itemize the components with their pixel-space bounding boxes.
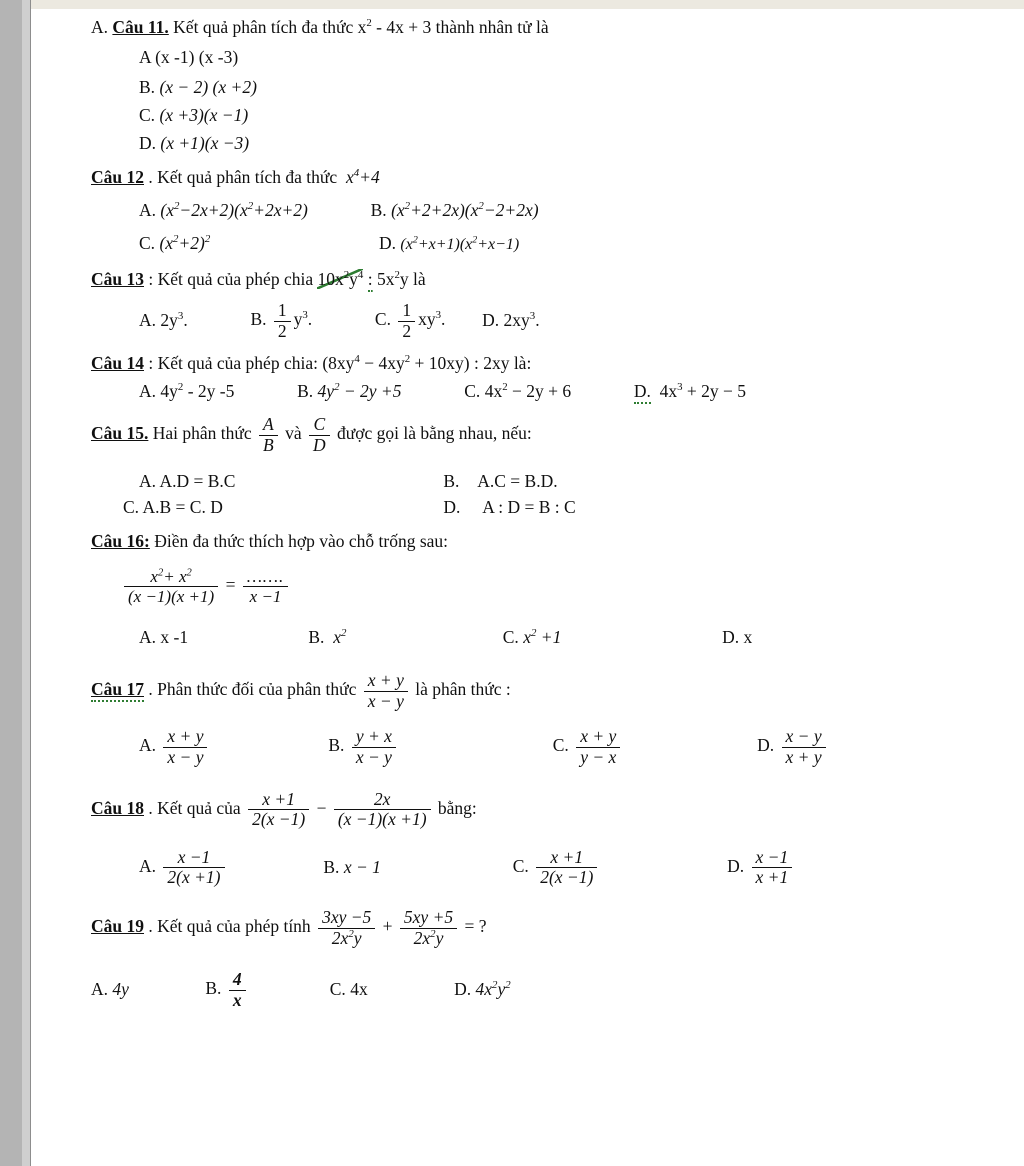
question-14 [91, 353, 986, 401]
option-text: 4y [112, 979, 129, 1000]
option-key: C. [512, 855, 529, 876]
question-15-options-row1 [139, 469, 986, 491]
option-key: C. [139, 233, 156, 254]
question-12 [91, 167, 986, 255]
question-19-option-c[interactable] [330, 979, 450, 1001]
question-14-option-d[interactable] [634, 381, 746, 401]
option-key: D. [757, 735, 775, 756]
question-16-option-c[interactable] [503, 627, 718, 649]
question-19-option-b[interactable] [205, 970, 325, 1010]
question-15-options [123, 469, 986, 518]
question-11-option-c[interactable] [139, 105, 986, 125]
option-key: C. [329, 979, 346, 1000]
question-11-option-d[interactable] [139, 133, 986, 153]
option-fraction: $\frac{1}{2}$ [398, 301, 415, 341]
question-11-prefix: A. [91, 17, 109, 37]
option-key: B. [297, 381, 314, 402]
option-key: C. [123, 497, 140, 518]
option-key: B. [250, 309, 267, 330]
question-16-option-d[interactable] [722, 627, 752, 649]
option-text: $(x^2+2+2x)(x^2-2+2x)$ [391, 200, 539, 221]
question-15-options-row2 [123, 495, 986, 517]
question-19-stem-a: . Kết quả của phép tính [148, 916, 311, 937]
question-12-stem-text: . Kết quả phân tích đa thức [148, 167, 338, 188]
question-18-options [139, 848, 986, 888]
question-17-fraction: $\frac{x + y}{x - y}$ [364, 671, 408, 711]
option-key: B. [205, 978, 222, 999]
question-12-options-row2 [139, 232, 986, 255]
question-14-expr: $(8xy^4 - 4xy^2 + 10xy)$ : 2xy là: [322, 353, 532, 374]
option-key: A. [139, 381, 157, 402]
option-text: 4x [350, 979, 368, 1000]
question-18-stem-b: bằng: [437, 797, 477, 818]
option-key: B. [139, 77, 156, 97]
question-14-option-a[interactable] [139, 381, 234, 401]
option-key: D. [634, 381, 651, 404]
question-13-stem [91, 269, 986, 291]
question-18-fraction-1: $\frac{x +1}{2(x -1)}$ [248, 790, 309, 830]
option-key: C. [552, 735, 569, 756]
question-17-stem-a: . Phân thức đối của phân thức [148, 679, 357, 700]
option-key: D. [443, 497, 461, 518]
question-12-option-d[interactable] [379, 233, 519, 255]
document-content [31, 9, 1006, 1166]
question-16-option-b[interactable] [308, 627, 498, 649]
question-11-option-b[interactable] [139, 77, 986, 97]
option-text: (x +1)(x −3) [160, 133, 250, 154]
option-key: C. [464, 381, 481, 402]
question-13-option-c[interactable] [375, 301, 445, 341]
option-text: A.D = B.C [159, 471, 236, 492]
question-13-option-a[interactable] [139, 310, 188, 332]
question-12-option-c[interactable] [139, 233, 210, 255]
option-text: $(x^2-2x+2)(x^2+2x+2)$ [160, 200, 308, 221]
question-14-label: Câu 14 [91, 353, 144, 374]
question-17-stem-b: là phân thức : [415, 679, 511, 700]
question-14-option-c[interactable] [464, 381, 571, 401]
equals-sign: = [225, 574, 236, 595]
question-18-fraction-2: $\frac{2x}{(x -1)(x +1)}$ [334, 790, 431, 830]
option-key: A. [139, 310, 157, 331]
question-16-stem-text: Điền đa thức thích hợp vào chỗ trống sau: [154, 531, 449, 552]
question-17-options [139, 727, 986, 767]
question-13-expr-marked: $10x^2y^4$ [317, 269, 364, 290]
option-text: $(x^2+x+1)(x^2+x-1)$ [400, 234, 520, 254]
question-16-stem [91, 531, 986, 553]
question-13-expr-2: $5x^2y$ [376, 269, 409, 290]
option-text: $4x^3 + 2y - 5$ [655, 381, 747, 402]
minus-sign: − [316, 797, 327, 818]
option-fraction: $\frac{x + y}{y - x}$ [576, 727, 620, 767]
question-19-option-d[interactable] [454, 979, 511, 1001]
question-17-option-b[interactable] [328, 727, 548, 767]
question-17-stem [91, 671, 986, 711]
option-text: $4x^2y^2$ [475, 979, 511, 1000]
question-16-fraction-right: $\frac{\dots\dots.}{x -1}$ [243, 567, 288, 606]
option-key: D. [454, 979, 472, 1000]
question-18-option-d[interactable] [727, 848, 795, 888]
question-15-fraction-cd: $\frac{C}{D}$ [309, 415, 330, 455]
question-15-option-b[interactable] [443, 471, 557, 491]
option-text: $4y^2 - 2y$ -5 [160, 381, 235, 402]
option-text: x − 1 [343, 857, 381, 877]
page-left-gutter [0, 0, 31, 1166]
option-fraction: $\frac{x -1}{2(x +1)}$ [163, 848, 224, 888]
question-15-option-c[interactable] [123, 497, 439, 517]
option-key: D. [379, 233, 397, 254]
option-key: A. [139, 855, 157, 876]
question-14-option-b[interactable] [297, 381, 401, 401]
option-fraction: $\frac{y + x}{x - y}$ [352, 727, 396, 767]
option-fraction: $\frac{1}{2}$ [274, 301, 291, 341]
option-text: A.B = C. D [142, 497, 223, 518]
question-18-stem-a: . Kết quả của [148, 797, 241, 818]
option-text: x [743, 627, 753, 648]
option-text: $(x^2+2)^2$ [159, 233, 211, 254]
question-11-stem-a: Kết quả phân tích đa thức x [173, 17, 367, 37]
question-11 [91, 17, 986, 153]
option-text: (x -1) (x -3) [155, 46, 239, 67]
option-key: A. [91, 979, 109, 1000]
option-key: B. [308, 627, 325, 648]
option-fraction: $\frac{x +1}{2(x -1)}$ [536, 848, 597, 888]
option-text: $4x^2 - 2y + 6$ [484, 381, 572, 402]
page-top-strip [0, 0, 1024, 9]
question-12-expr: $x^4+4$ [341, 167, 380, 188]
question-17-label: Câu 17 [91, 679, 144, 702]
question-15-stem-b: và [285, 423, 302, 444]
question-19-label: Câu 19 [91, 916, 144, 937]
question-14-stem-text: : Kết quả của phép chia: [148, 353, 318, 374]
question-13-expr-div: : [368, 269, 373, 292]
option-fraction: $\frac{x + y}{x - y}$ [163, 727, 207, 767]
option-key: B. [328, 735, 345, 756]
question-15-option-a[interactable] [139, 471, 439, 491]
option-fraction: $\frac{x -1}{x +1}$ [752, 848, 793, 888]
question-13-options [139, 301, 986, 341]
question-12-label: Câu 12 [91, 167, 144, 188]
question-14-stem [91, 353, 986, 375]
question-16-fraction-left: $\frac{x^2+ x^2}{(x -1)(x +1)}$ [124, 567, 218, 606]
question-12-options [139, 199, 986, 255]
question-17-option-c[interactable] [553, 727, 753, 767]
option-text: $x^2$ [328, 627, 347, 648]
question-15-fraction-ab: $\frac{A}{B}$ [259, 415, 278, 455]
option-key: A. [139, 735, 157, 756]
question-12-options-row1 [139, 199, 986, 222]
option-text: (x − 2) (x +2) [159, 77, 257, 97]
question-16-option-a[interactable] [139, 627, 304, 649]
question-18-label: Câu 18 [91, 797, 144, 818]
option-text: $2y^3$. [160, 310, 188, 331]
option-key: D. [482, 310, 500, 331]
question-15 [91, 415, 986, 517]
option-text: (x +3)(x −1) [159, 105, 249, 126]
option-text: $2xy^3$. [503, 310, 540, 331]
question-18-stem [91, 790, 986, 830]
question-12-stem [91, 167, 986, 189]
question-11-stem-b: - 4x + 3 thành nhân tử là [371, 17, 549, 37]
option-fraction: $\frac{4}{x}$ [229, 970, 246, 1010]
question-19-stem [91, 908, 986, 948]
option-key: C. [502, 627, 519, 648]
option-text: A.C = B.D. [477, 471, 558, 492]
question-17-option-a[interactable] [139, 727, 324, 767]
option-key: A. [139, 200, 157, 221]
question-13 [91, 269, 986, 341]
question-11-exp: 2 [366, 17, 372, 30]
question-18 [91, 790, 986, 888]
question-16-options [139, 626, 986, 649]
question-15-stem-a: Hai phân thức [152, 423, 252, 444]
question-19-option-a[interactable] [91, 979, 201, 1001]
question-14-options [139, 379, 986, 401]
question-13-stem-b: là [413, 269, 426, 290]
option-text: $xy^3$. [418, 309, 446, 330]
option-key: A. [139, 627, 157, 648]
question-15-stem [91, 415, 986, 455]
question-19-options [91, 970, 986, 1010]
question-13-stem-a: : Kết quả của phép chia [148, 269, 314, 290]
question-11-options [139, 47, 986, 154]
option-key: D. [727, 855, 745, 876]
question-13-label: Câu 13 [91, 269, 144, 290]
question-17-option-d[interactable] [757, 727, 828, 767]
option-key: D. [139, 133, 157, 154]
question-16-expression [121, 567, 986, 606]
question-16 [91, 531, 986, 649]
option-key: B. [323, 857, 340, 877]
page-left-gutter-inner [22, 0, 30, 1166]
option-key: C. [139, 105, 156, 126]
question-17 [91, 671, 986, 767]
option-fraction: $\frac{x - y}{x + y}$ [782, 727, 826, 767]
option-text: $y^3$. [293, 309, 313, 330]
option-key: D. [722, 627, 740, 648]
question-18-option-a[interactable] [139, 848, 319, 888]
question-11-label: Câu 11. [112, 17, 169, 37]
option-key: A [139, 46, 151, 67]
option-key: B. [443, 471, 460, 492]
question-16-label: Câu 16: [91, 531, 150, 552]
question-19-fraction-1: $\frac{3xy -5}{2x^2y}$ [318, 908, 375, 948]
question-15-stem-c: được gọi là bằng nhau, nếu: [337, 423, 532, 444]
plus-sign: + [382, 916, 393, 937]
option-key: B. [370, 200, 387, 221]
question-11-stem [91, 17, 986, 39]
option-key: A. [139, 471, 157, 492]
equals-sign-2: = [464, 916, 475, 937]
question-18-option-b[interactable] [323, 857, 508, 879]
option-text: $x^2 +1$ [523, 627, 562, 648]
question-12-option-a[interactable] [139, 200, 308, 222]
question-15-option-d[interactable] [443, 497, 575, 517]
question-18-option-c[interactable] [513, 848, 723, 888]
option-text: A : D = B : C [482, 497, 576, 518]
option-key: C. [374, 309, 391, 330]
question-11-option-a[interactable] [139, 47, 986, 67]
option-text: x -1 [160, 627, 189, 648]
option-text: $4y^2 - 2y +5$ [317, 381, 402, 402]
question-19 [91, 908, 986, 1010]
question-19-fraction-2: $\frac{5xy +5}{2x^2y}$ [400, 908, 457, 948]
question-19-stem-b: ? [478, 916, 487, 937]
question-15-label: Câu 15. [91, 423, 149, 444]
question-12-option-b[interactable] [371, 200, 539, 222]
question-13-option-d[interactable] [482, 310, 539, 332]
question-13-option-b[interactable] [250, 301, 312, 341]
